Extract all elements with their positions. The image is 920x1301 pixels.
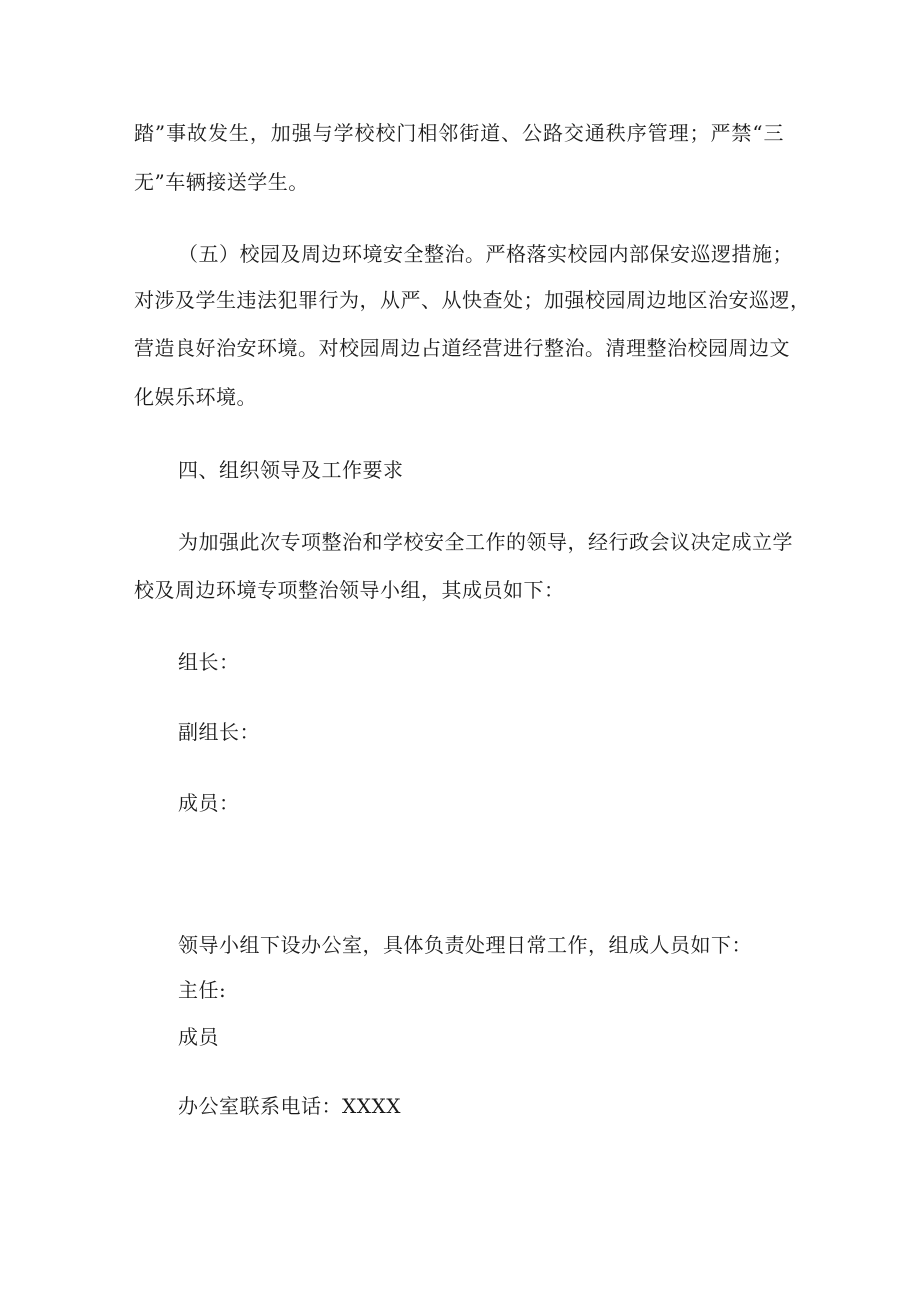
paragraph-1-line-1: 踏”事故发生，加强与学校校门相邻街道、公路交通秩序管理；严禁“三 [134,121,784,145]
paragraph-1-line-2: 无”车辆接送学生。 [134,170,309,194]
leader-label: 组长： [178,650,240,674]
paragraph-3-line-2: 校及周边环境专项整治领导小组，其成员如下： [134,578,565,602]
director-label: 主任: [178,978,227,1002]
section-heading: 四、组织领导及工作要求 [178,458,404,482]
office-members-label: 成员 [178,1025,219,1049]
deputy-leader-label: 副组长： [178,720,260,744]
paragraph-2-line-1: （五）校园及周边环境安全整治。严格落实校园内部保安巡逻措施； [178,242,793,266]
office-phone: 办公室联系电话：XXXX [178,1094,401,1118]
paragraph-2-line-4: 化娱乐环境。 [134,385,257,409]
office-intro: 领导小组下设办公室，具体负责处理日常工作，组成人员如下： [178,933,752,957]
paragraph-3-line-1: 为加强此次专项整治和学校安全工作的领导，经行政会议决定成立学 [178,530,793,554]
members-label: 成员： [178,791,240,815]
paragraph-2-line-3: 营造良好治安环境。对校园周边占道经营进行整治。清理整治校园周边文 [134,336,790,360]
paragraph-2-line-2: 对涉及学生违法犯罪行为，从严、从快查处；加强校园周边地区治安巡逻， [134,288,811,312]
